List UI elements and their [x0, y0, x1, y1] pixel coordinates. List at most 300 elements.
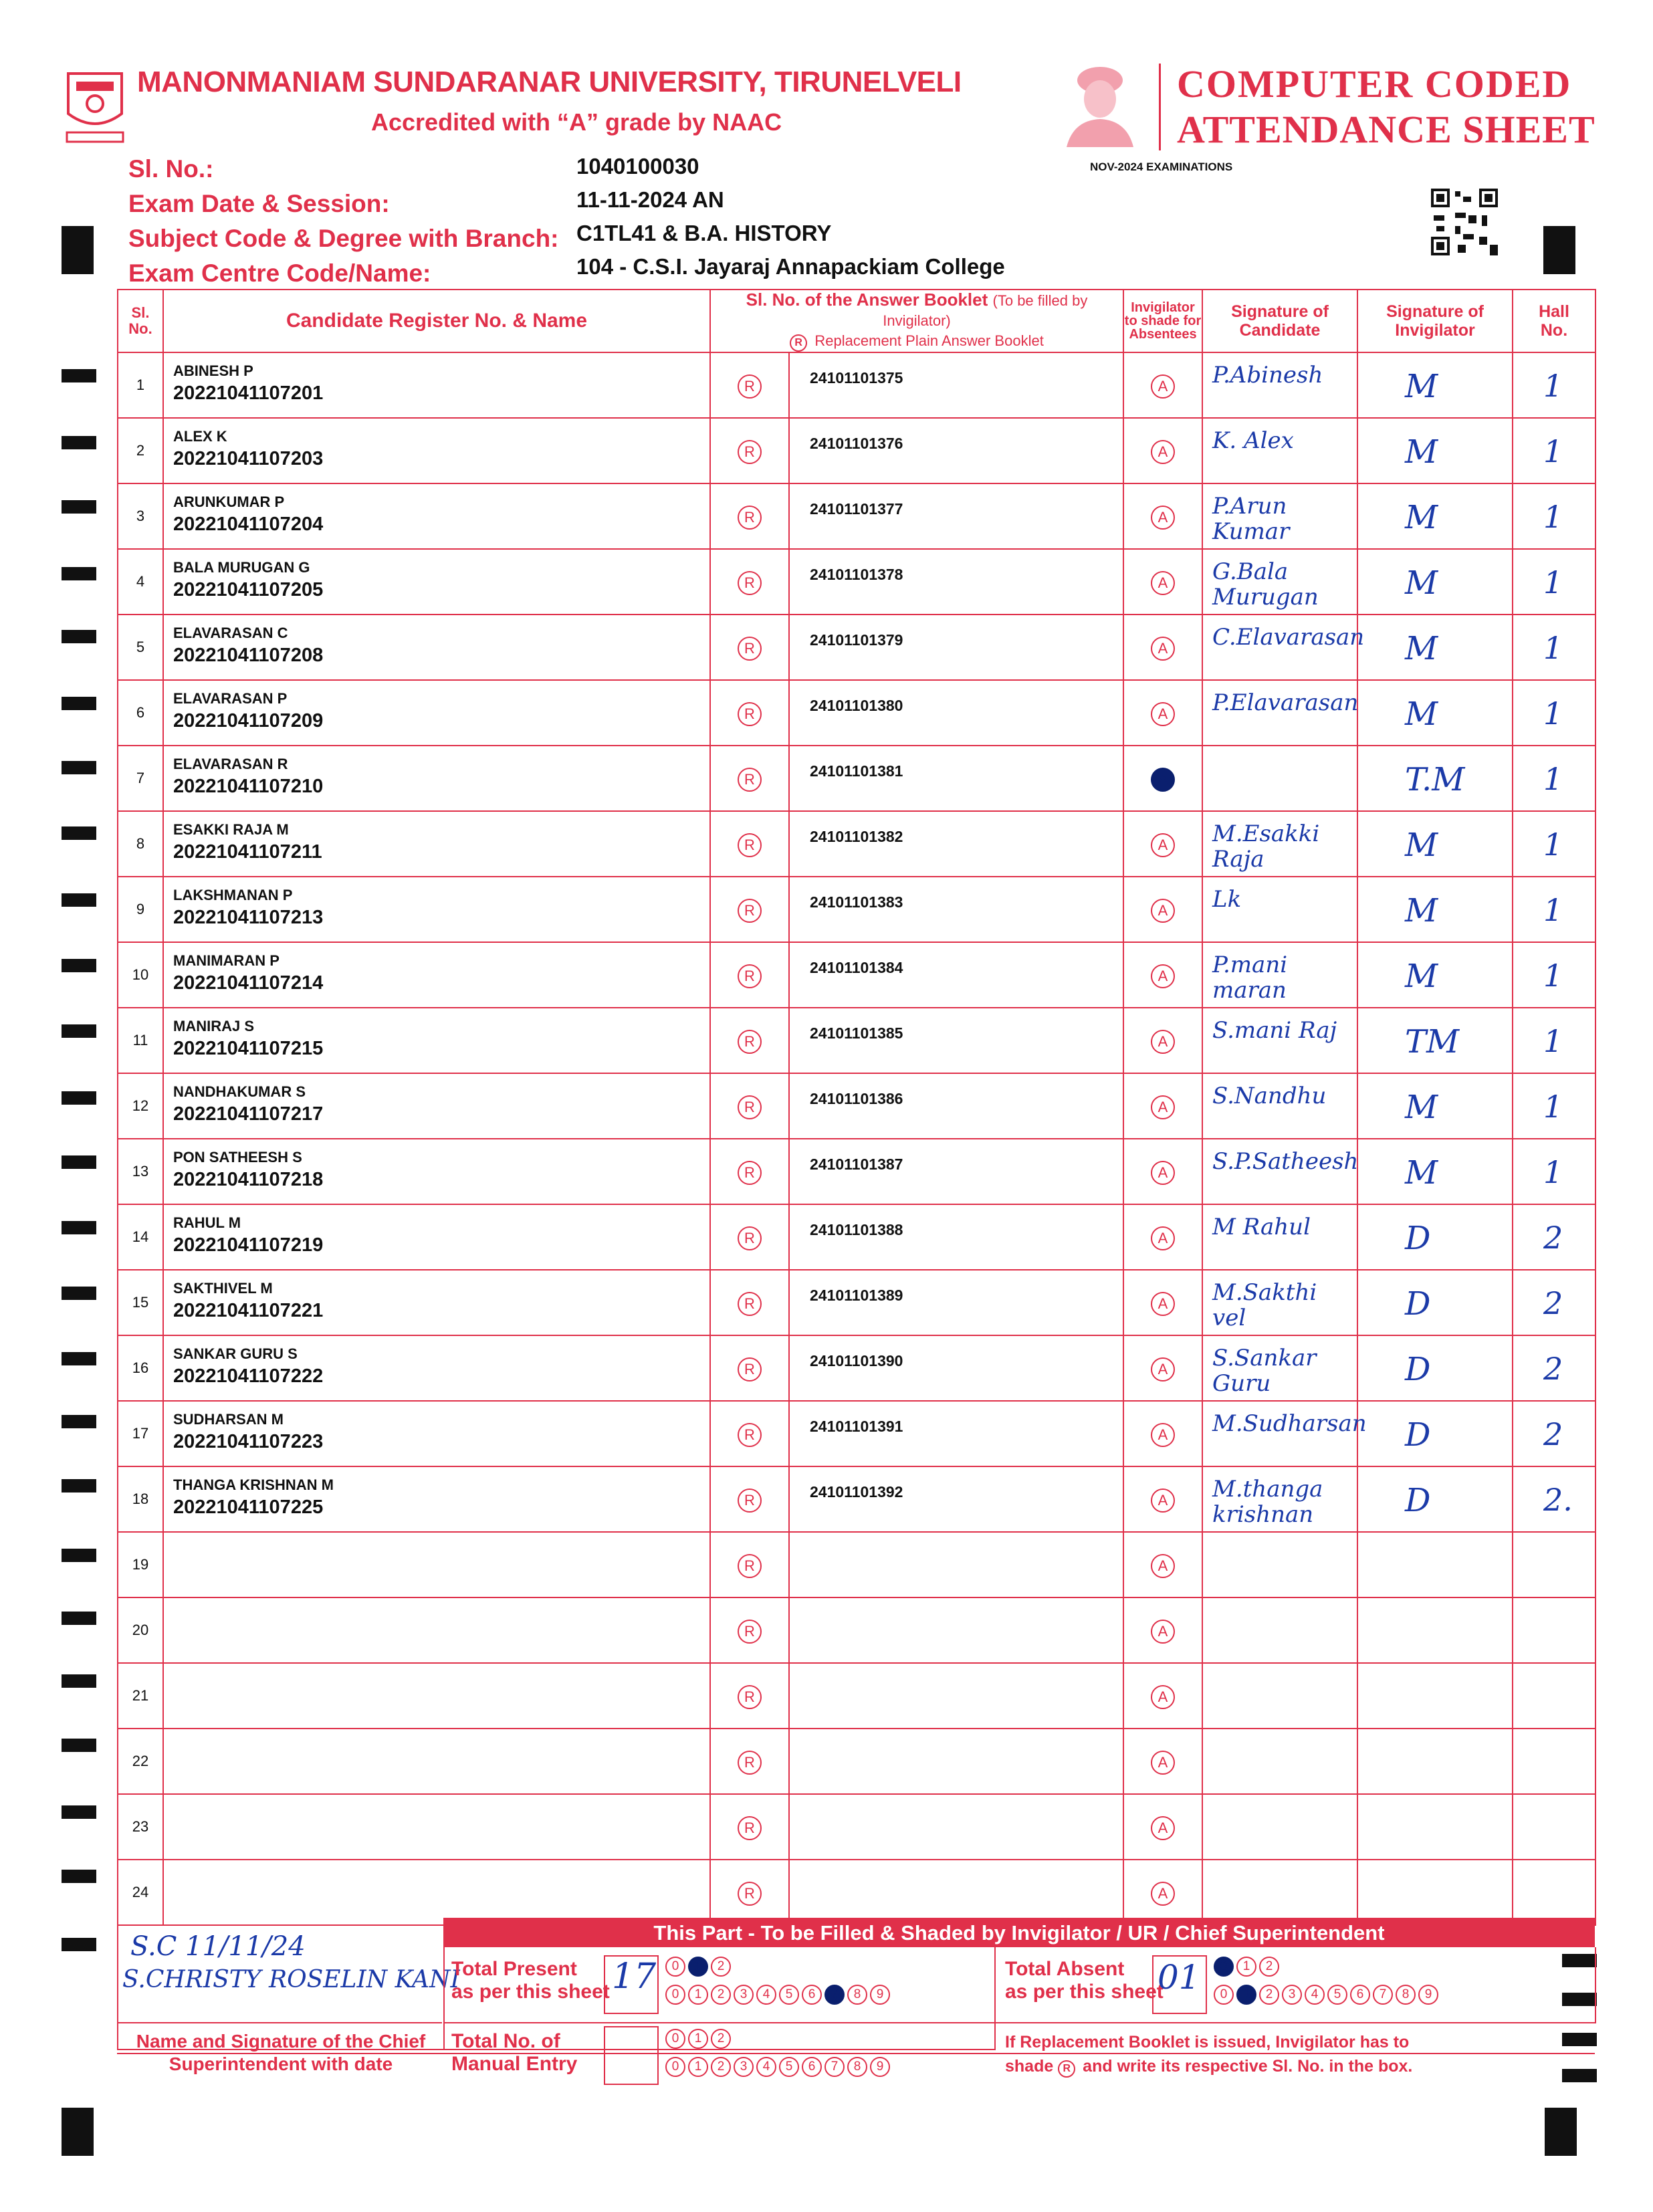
table-row	[118, 1270, 1595, 1335]
table-row	[118, 942, 1595, 1008]
invigilator-signature-cell	[1357, 680, 1513, 746]
absent-cell[interactable]	[1123, 1270, 1202, 1335]
booklet-cell[interactable]	[789, 1663, 1123, 1729]
booklet-cell[interactable]	[789, 549, 1123, 615]
booklet-cell[interactable]	[789, 1335, 1123, 1401]
candidate-signature-cell	[1202, 418, 1357, 483]
digit-bubble[interactable]: 8	[847, 1985, 867, 2005]
hall-no: 1	[1543, 630, 1563, 666]
digit-bubble[interactable]: 9	[870, 2057, 890, 2077]
replacement-bubble[interactable]: R	[738, 1030, 762, 1054]
absent-cell[interactable]	[1123, 1860, 1202, 1925]
booklet-cell[interactable]	[789, 615, 1123, 680]
timing-mark-left	[62, 436, 96, 449]
absent-bubble[interactable]: A	[1151, 702, 1175, 726]
absent-bubble[interactable]: A	[1151, 1423, 1175, 1447]
digit-bubble[interactable]: 3	[734, 2057, 754, 2077]
candidate-signature-cell	[1202, 1139, 1357, 1204]
exam-date-label: Exam Date & Session:	[128, 190, 390, 217]
candidate-name: SUDHARSAN M	[173, 1411, 284, 1428]
booklet-cell[interactable]	[789, 1139, 1123, 1204]
replacement-cell[interactable]	[710, 942, 789, 1008]
candidate-register-no: 20221041107221	[173, 1300, 324, 1321]
absent-bubble[interactable]: A	[1151, 1095, 1175, 1119]
absent-cell[interactable]	[1123, 1139, 1202, 1204]
hall-no-cell	[1513, 1008, 1595, 1073]
hall-no: 1	[1543, 1154, 1563, 1190]
absent-header-line2: to shade for	[1124, 314, 1202, 328]
invigilator-signature: M	[1405, 958, 1438, 995]
digit-bubble[interactable]: 2	[1259, 1985, 1279, 2005]
centre-label: Exam Centre Code/Name:	[128, 259, 431, 287]
booklet-cell[interactable]	[789, 1270, 1123, 1335]
timing-mark-left	[62, 959, 96, 972]
hall-no: 2	[1543, 1220, 1563, 1256]
replacement-cell[interactable]	[710, 1073, 789, 1139]
digit-bubble[interactable]: 2	[711, 1985, 731, 2005]
booklet-cell[interactable]	[789, 418, 1123, 483]
candidate-cell	[163, 1204, 710, 1270]
table-row	[118, 1597, 1595, 1663]
hall-no-cell	[1513, 1794, 1595, 1860]
absent-cell[interactable]	[1123, 1466, 1202, 1532]
replacement-cell[interactable]	[710, 1270, 789, 1335]
candidate-cell	[163, 1466, 710, 1532]
replacement-note-line1: If Replacement Booklet is issued, Invigilator has to	[1005, 2033, 1410, 2052]
absent-cell[interactable]	[1123, 877, 1202, 942]
invigilator-signature: T.M	[1405, 761, 1465, 798]
absent-bubble[interactable]: A	[1151, 571, 1175, 595]
row-sl-no: 8	[118, 811, 163, 877]
hall-no: 1	[1543, 564, 1563, 600]
candidate-register-no: 20221041107225	[173, 1497, 324, 1518]
replacement-bubble[interactable]: R	[738, 1423, 762, 1447]
answer-booklet-no: 24101101381	[810, 762, 903, 780]
replacement-bubble[interactable]: R	[738, 833, 762, 857]
timing-mark-left	[62, 1674, 96, 1688]
booklet-cell[interactable]	[789, 877, 1123, 942]
exam-note: NOV-2024 EXAMINATIONS	[1090, 160, 1233, 173]
candidate-cell	[163, 1401, 710, 1466]
manual-entry-label-line1: Total No. of	[451, 2030, 560, 2052]
candidate-cell	[163, 1139, 710, 1204]
invigilator-signature-cell	[1357, 1597, 1513, 1663]
digit-bubble[interactable]: 1	[1236, 1957, 1256, 1977]
booklet-cell[interactable]	[789, 1204, 1123, 1270]
replacement-cell[interactable]	[710, 1401, 789, 1466]
replacement-bubble[interactable]: R	[738, 1751, 762, 1775]
replacement-cell[interactable]	[710, 811, 789, 877]
candidate-name: THANGA KRISHNAN M	[173, 1476, 334, 1493]
replacement-cell[interactable]	[710, 1335, 789, 1401]
booklet-cell[interactable]	[789, 1532, 1123, 1597]
col-header-cand-sig	[1202, 290, 1357, 352]
absent-bubble[interactable]: A	[1151, 1620, 1175, 1644]
replacement-cell[interactable]	[710, 1466, 789, 1532]
invigilator-signature: M	[1405, 892, 1438, 929]
replacement-cell[interactable]	[710, 1597, 789, 1663]
sheet-title-line2: ATTENDANCE SHEET	[1177, 108, 1595, 151]
digit-bubble[interactable]: 6	[1350, 1985, 1370, 2005]
row-sl-no: 6	[118, 680, 163, 746]
digit-bubble[interactable]: 0	[665, 1957, 685, 1977]
replacement-bubble[interactable]: R	[738, 1357, 762, 1381]
replacement-cell[interactable]	[710, 1729, 789, 1794]
absent-cell[interactable]	[1123, 1729, 1202, 1794]
candidate-signature-cell	[1202, 1860, 1357, 1925]
replacement-bubble[interactable]: R	[738, 1226, 762, 1250]
exam-date-value: 11-11-2024 AN	[576, 187, 724, 212]
replacement-bubble[interactable]: R	[738, 1554, 762, 1578]
digit-bubble[interactable]: 5	[779, 1985, 799, 2005]
candidate-register-no: 20221041107217	[173, 1103, 324, 1125]
hall-no-cell	[1513, 1401, 1595, 1466]
manual-entry-unit-bubbles[interactable]	[665, 2057, 893, 2077]
cs-signature-line1: S.C 11/11/24	[130, 1931, 306, 1962]
candidate-signature-cell	[1202, 877, 1357, 942]
absent-bubble[interactable]: A	[1151, 440, 1175, 464]
replacement-cell[interactable]	[710, 418, 789, 483]
absent-cell[interactable]	[1123, 352, 1202, 418]
replacement-cell[interactable]	[710, 1532, 789, 1597]
replacement-cell[interactable]	[710, 1204, 789, 1270]
candidate-cell	[163, 1860, 710, 1925]
candidate-name: LAKSHMANAN P	[173, 887, 293, 903]
digit-bubble[interactable]: 2	[711, 2029, 731, 2049]
table-row	[118, 1729, 1595, 1794]
hall-no-cell	[1513, 680, 1595, 746]
cand-sig-header-line1: Signature of	[1231, 302, 1329, 321]
absent-bubble[interactable]: A	[1151, 1161, 1175, 1185]
absent-bubble[interactable]: A	[1151, 833, 1175, 857]
invigilator-signature: M	[1405, 695, 1438, 733]
replacement-bubble[interactable]: R	[738, 964, 762, 988]
digit-bubble[interactable]: 3	[1282, 1985, 1302, 2005]
answer-booklet-no: 24101101390	[810, 1352, 903, 1369]
hall-no-cell	[1513, 1139, 1595, 1204]
sl-no-label: Sl. No.:	[128, 155, 214, 183]
replacement-cell[interactable]	[710, 1794, 789, 1860]
replacement-bubble[interactable]: R	[738, 1161, 762, 1185]
invigilator-signature-cell	[1357, 418, 1513, 483]
digit-bubble[interactable]: 4	[756, 2057, 776, 2077]
absent-bubble[interactable]: A	[1151, 1816, 1175, 1840]
replacement-bubble[interactable]: R	[738, 1620, 762, 1644]
replacement-bubble[interactable]: R	[738, 1816, 762, 1840]
manual-entry-tens-bubbles[interactable]	[665, 2029, 734, 2049]
digit-bubble[interactable]: 4	[756, 1985, 776, 2005]
candidate-signature-cell	[1202, 1597, 1357, 1663]
absent-bubble[interactable]: A	[1151, 1357, 1175, 1381]
col-header-candidate: Candidate Register No. & Name	[163, 290, 710, 352]
row-sl-no: 10	[118, 942, 163, 1008]
total-present-unit-bubbles[interactable]	[665, 1985, 893, 2005]
candidate-signature-cell	[1202, 483, 1357, 549]
digit-bubble[interactable]: 2	[711, 1957, 731, 1977]
digit-bubble[interactable]: 1	[1236, 1985, 1256, 2005]
booklet-cell[interactable]	[789, 1466, 1123, 1532]
absent-bubble[interactable]: A	[1151, 1226, 1175, 1250]
digit-bubble[interactable]: 9	[870, 1985, 890, 2005]
timing-mark-left	[62, 1612, 96, 1625]
digit-bubble[interactable]: 1	[688, 1957, 708, 1977]
timing-mark-left	[62, 500, 96, 514]
absent-header-line1: Invigilator	[1131, 300, 1195, 315]
replacement-bubble[interactable]: R	[738, 374, 762, 399]
hall-no: 1	[1543, 892, 1563, 928]
digit-bubble[interactable]: 0	[1214, 1957, 1234, 1977]
absent-bubble[interactable]: A	[1151, 1882, 1175, 1906]
replacement-cell[interactable]	[710, 1860, 789, 1925]
hall-no-cell	[1513, 549, 1595, 615]
digit-bubble[interactable]: 1	[688, 2057, 708, 2077]
hall-no: 1	[1543, 1089, 1563, 1125]
candidate-signature: P.Arun Kumar	[1212, 493, 1290, 545]
replacement-cell[interactable]	[710, 680, 789, 746]
absent-cell[interactable]	[1123, 418, 1202, 483]
replacement-bubble[interactable]: R	[738, 768, 762, 792]
hall-no-cell	[1513, 1729, 1595, 1794]
candidate-register-no: 20221041107213	[173, 907, 324, 928]
replacement-cell[interactable]	[710, 615, 789, 680]
absent-cell[interactable]	[1123, 811, 1202, 877]
replacement-bubble[interactable]: R	[738, 899, 762, 923]
candidate-signature-cell	[1202, 942, 1357, 1008]
absent-cell[interactable]	[1123, 1401, 1202, 1466]
absent-bubble[interactable]: A	[1151, 1488, 1175, 1513]
booklet-cell[interactable]	[789, 352, 1123, 418]
booklet-cell[interactable]	[789, 1860, 1123, 1925]
replacement-cell[interactable]	[710, 1008, 789, 1073]
digit-bubble[interactable]: 6	[802, 1985, 822, 2005]
replacement-bubble[interactable]: R	[738, 440, 762, 464]
invigilator-signature-cell	[1357, 549, 1513, 615]
replacement-bubble[interactable]: R	[738, 702, 762, 726]
absent-bubble[interactable]: A	[1151, 768, 1175, 792]
booklet-cell[interactable]	[789, 942, 1123, 1008]
candidate-signature-cell	[1202, 1335, 1357, 1401]
candidate-register-no: 20221041107223	[173, 1431, 324, 1452]
absent-cell[interactable]	[1123, 1532, 1202, 1597]
timing-mark-left	[62, 1805, 96, 1819]
replacement-cell[interactable]	[710, 549, 789, 615]
invigilator-signature: D	[1405, 1285, 1431, 1323]
replacement-cell[interactable]	[710, 352, 789, 418]
invigilator-signature: M	[1405, 630, 1438, 667]
absent-bubble[interactable]: A	[1151, 964, 1175, 988]
digit-bubble[interactable]: 7	[824, 1985, 845, 2005]
candidate-name: MANIMARAN P	[173, 952, 280, 969]
digit-bubble[interactable]: 1	[688, 2029, 708, 2049]
inv-sig-header-line2: Invigilator	[1395, 321, 1475, 340]
replacement-bubble[interactable]: R	[738, 571, 762, 595]
replacement-bubble[interactable]: R	[738, 1292, 762, 1316]
timing-mark-left	[62, 1938, 96, 1951]
candidate-signature: S.mani Raj	[1212, 1017, 1337, 1044]
absent-cell[interactable]	[1123, 1204, 1202, 1270]
total-absent-unit-bubbles[interactable]	[1214, 1985, 1441, 2005]
hall-no-cell	[1513, 615, 1595, 680]
candidate-signature: M.Esakki Raja	[1212, 820, 1320, 873]
digit-bubble[interactable]: 0	[665, 2029, 685, 2049]
replacement-cell[interactable]	[710, 877, 789, 942]
hall-header-line2: No.	[1540, 321, 1568, 340]
booklet-cell[interactable]	[789, 1794, 1123, 1860]
founder-portrait-icon	[1060, 60, 1140, 147]
invigilator-signature-cell	[1357, 811, 1513, 877]
cs-label-divider	[117, 2022, 442, 2023]
digit-bubble[interactable]: 8	[1396, 1985, 1416, 2005]
candidate-register-no: 20221041107201	[173, 382, 324, 404]
replacement-cell[interactable]	[710, 1139, 789, 1204]
absent-cell[interactable]	[1123, 746, 1202, 811]
table-row	[118, 811, 1595, 877]
candidate-register-no: 20221041107204	[173, 514, 324, 535]
replacement-cell[interactable]	[710, 746, 789, 811]
timing-mark-bottom-right	[1545, 2108, 1577, 2156]
absent-bubble[interactable]: A	[1151, 506, 1175, 530]
candidate-cell	[163, 1270, 710, 1335]
candidate-register-no: 20221041107218	[173, 1169, 324, 1190]
absent-cell[interactable]	[1123, 1663, 1202, 1729]
booklet-cell[interactable]	[789, 1597, 1123, 1663]
candidate-signature-cell	[1202, 1729, 1357, 1794]
invigilator-signature-cell	[1357, 1335, 1513, 1401]
hall-no: 1	[1543, 368, 1563, 404]
booklet-cell[interactable]	[789, 483, 1123, 549]
timing-mark-top-left	[62, 226, 94, 274]
row-sl-no: 13	[118, 1139, 163, 1204]
invigilator-signature: M	[1405, 368, 1438, 405]
replacement-bubble[interactable]: R	[738, 1095, 762, 1119]
candidate-cell	[163, 352, 710, 418]
answer-booklet-no: 24101101380	[810, 697, 903, 714]
invigilator-signature-cell	[1357, 1008, 1513, 1073]
digit-bubble[interactable]: 0	[665, 1985, 685, 2005]
replacement-bubble[interactable]: R	[738, 506, 762, 530]
digit-bubble[interactable]: 8	[847, 2057, 867, 2077]
candidate-name: ABINESH P	[173, 362, 253, 379]
answer-booklet-no: 24101101387	[810, 1155, 903, 1173]
absent-cell[interactable]	[1123, 1073, 1202, 1139]
candidate-cell	[163, 680, 710, 746]
booklet-cell[interactable]	[789, 811, 1123, 877]
absent-bubble[interactable]: A	[1151, 1751, 1175, 1775]
total-absent-tens-bubbles[interactable]	[1214, 1957, 1282, 1977]
replacement-bubble[interactable]: R	[738, 1882, 762, 1906]
booklet-cell[interactable]	[789, 1729, 1123, 1794]
absent-bubble[interactable]: A	[1151, 1292, 1175, 1316]
absent-bubble[interactable]: A	[1151, 637, 1175, 661]
booklet-cell[interactable]	[789, 680, 1123, 746]
booklet-cell[interactable]	[789, 1008, 1123, 1073]
digit-bubble[interactable]: 6	[802, 2057, 822, 2077]
digit-bubble[interactable]: 5	[779, 2057, 799, 2077]
digit-bubble[interactable]: 5	[1327, 1985, 1347, 2005]
candidate-signature: S.P.Satheesh	[1212, 1148, 1359, 1175]
digit-bubble[interactable]: 9	[1418, 1985, 1438, 2005]
absent-bubble[interactable]: A	[1151, 1030, 1175, 1054]
candidate-name: SAKTHIVEL M	[173, 1280, 273, 1297]
absent-cell[interactable]	[1123, 615, 1202, 680]
timing-mark-left	[62, 369, 96, 382]
candidate-signature-cell	[1202, 1270, 1357, 1335]
candidate-signature-cell	[1202, 352, 1357, 418]
candidate-signature-cell	[1202, 1008, 1357, 1073]
total-present-label-line1: Total Present	[451, 1958, 577, 1980]
digit-bubble[interactable]: 1	[688, 1985, 708, 2005]
invigilator-signature-cell	[1357, 1204, 1513, 1270]
total-absent-label	[1005, 1958, 1164, 2003]
replacement-bubble[interactable]: R	[738, 1685, 762, 1709]
digit-bubble[interactable]: 2	[711, 2057, 731, 2077]
invigilator-signature: D	[1405, 1416, 1431, 1454]
absent-bubble[interactable]: A	[1151, 899, 1175, 923]
timing-mark-left	[62, 1287, 96, 1300]
hall-no-cell	[1513, 352, 1595, 418]
hall-no-cell	[1513, 1270, 1595, 1335]
digit-bubble[interactable]: 2	[1259, 1957, 1279, 1977]
candidate-name: PON SATHEESH S	[173, 1149, 302, 1166]
answer-booklet-no: 24101101376	[810, 435, 903, 452]
manual-entry-value-box[interactable]	[604, 2026, 659, 2085]
absent-cell[interactable]	[1123, 680, 1202, 746]
invigilator-signature-cell	[1357, 877, 1513, 942]
absent-cell[interactable]	[1123, 1794, 1202, 1860]
digit-bubble[interactable]: 0	[665, 2057, 685, 2077]
digit-bubble[interactable]: 7	[1373, 1985, 1393, 2005]
digit-bubble[interactable]: 0	[1214, 1985, 1234, 2005]
candidate-cell	[163, 1335, 710, 1401]
hall-no-cell	[1513, 1532, 1595, 1597]
booklet-cell[interactable]	[789, 746, 1123, 811]
candidate-signature: M Rahul	[1212, 1214, 1311, 1240]
absent-cell[interactable]	[1123, 1597, 1202, 1663]
total-present-tens-bubbles[interactable]	[665, 1957, 734, 1977]
digit-bubble[interactable]: 7	[824, 2057, 845, 2077]
invigilator-signature: M	[1405, 564, 1438, 602]
absent-cell[interactable]	[1123, 483, 1202, 549]
hall-no: 1	[1543, 499, 1563, 535]
replacement-bubble[interactable]: R	[738, 1488, 762, 1513]
absent-cell[interactable]	[1123, 942, 1202, 1008]
replacement-bubble[interactable]: R	[738, 637, 762, 661]
booklet-cell[interactable]	[789, 1401, 1123, 1466]
replacement-cell[interactable]	[710, 1663, 789, 1729]
absent-cell[interactable]	[1123, 549, 1202, 615]
timing-mark-left	[62, 826, 96, 840]
candidate-name: RAHUL M	[173, 1214, 241, 1231]
invigilator-signature-cell	[1357, 1139, 1513, 1204]
absent-cell[interactable]	[1123, 1008, 1202, 1073]
candidate-cell	[163, 811, 710, 877]
absent-bubble[interactable]: A	[1151, 1685, 1175, 1709]
timing-mark-left	[62, 1415, 96, 1428]
digit-bubble[interactable]: 3	[734, 1985, 754, 2005]
candidate-signature-cell	[1202, 1401, 1367, 1466]
digit-bubble[interactable]: 4	[1305, 1985, 1325, 2005]
invigilator-signature: TM	[1405, 1023, 1460, 1061]
absent-bubble[interactable]: A	[1151, 1554, 1175, 1578]
candidate-cell	[163, 1532, 710, 1597]
absent-bubble[interactable]: A	[1151, 374, 1175, 399]
invigilator-signature-cell	[1357, 1466, 1513, 1532]
absent-cell[interactable]	[1123, 1335, 1202, 1401]
booklet-cell[interactable]	[789, 1073, 1123, 1139]
replacement-cell[interactable]	[710, 483, 789, 549]
table-row	[118, 418, 1595, 483]
cs-label: Name and Signature of the Chief Superintendent with date	[136, 2031, 426, 2074]
